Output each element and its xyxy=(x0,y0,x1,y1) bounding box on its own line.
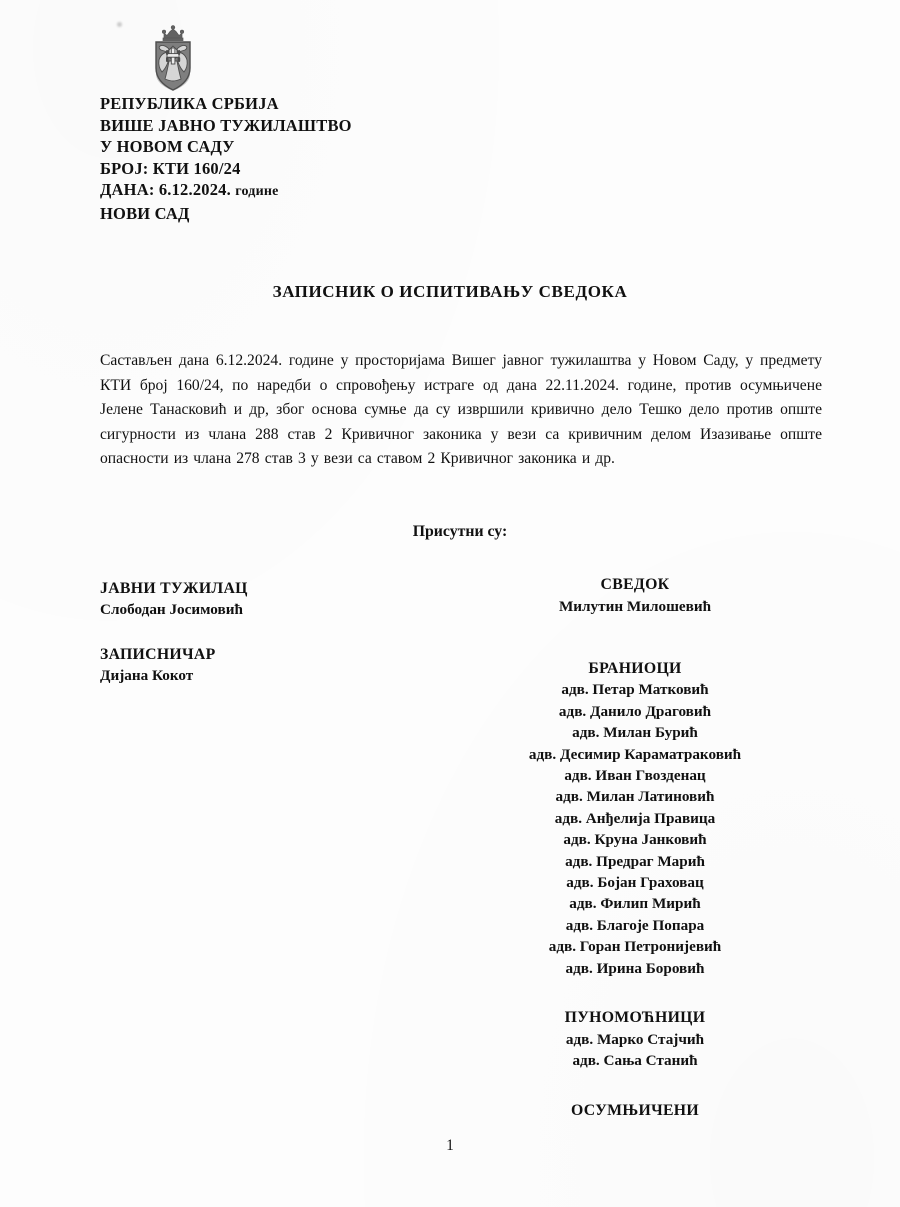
list-item: адв. Бојан Граховац xyxy=(566,874,704,892)
list-item: адв. Горан Петронијевић xyxy=(548,938,722,956)
role-label-proxies: ПУНОМОЋНИЦИ xyxy=(564,1009,706,1027)
attendee-group-defenders xyxy=(470,658,800,979)
role-label-prosecutor: ЈАВНИ ТУЖИЛАЦ xyxy=(100,580,248,597)
list-item: адв. Филип Мирић xyxy=(569,895,701,913)
person-name-witness: Милутин Милошевић xyxy=(558,597,712,615)
role-label-witness: СВЕДОК xyxy=(600,576,670,593)
document-header xyxy=(100,93,352,224)
attendee-group-accused xyxy=(470,1100,800,1122)
page-title: ЗАПИСНИК О ИСПИТИВАЊУ СВЕДОКА xyxy=(272,282,628,301)
list-item: адв. Милан Латиновић xyxy=(555,788,715,806)
list-item: адв. Марко Стајчић xyxy=(565,1030,705,1048)
person-name-recorder: Дијана Кокот xyxy=(100,667,194,684)
list-item: адв. Иван Гвозденац xyxy=(564,767,706,785)
header-date-value: ДАНА: 6.12.2024. xyxy=(100,180,231,199)
header-line-location: У НОВОМ САДУ xyxy=(100,137,235,156)
list-item: адв. Милан Бурић xyxy=(572,724,698,742)
person-name-prosecutor: Слободан Јосимовић xyxy=(100,601,243,618)
list-item: адв. Ирина Боровић xyxy=(565,959,705,977)
list-item: адв. Предраг Марић xyxy=(565,852,705,870)
attendee-group-proxies xyxy=(470,1007,800,1071)
list-item: адв. Анђелија Правица xyxy=(554,809,716,827)
list-item: адв. Благоје Попара xyxy=(565,916,705,934)
attendee-group-prosecutor xyxy=(100,578,430,620)
header-line-city: НОВИ САД xyxy=(100,203,190,223)
header-line-date xyxy=(100,179,352,203)
header-line-republic: РЕПУБЛИКА СРБИЈА xyxy=(100,94,279,113)
header-line-case-number: БРОЈ: КТИ 160/24 xyxy=(100,158,241,178)
scan-artifact-speck xyxy=(117,22,122,27)
body-paragraph: Састављен дана 6.12.2024. године у просторијама Вишег јавног тужилаштва у Новом Саду, у предмету КТИ број 160/24, по наредби о спровођењу истраге од дана 22.11.2024. године, против осумњичене Јелене Танасковић и др, због основа сумње да су извршили кривично дело Тешко дело против опште сигурности из члана 288 став 2 Кривичног законика у вези са кривичним делом Изазивање опште опасности из члана 278 став 3 у вези са ставом 2 Кривичног законика и др. xyxy=(100,352,822,468)
page-number: 1 xyxy=(446,1137,454,1154)
list-item: адв. Круна Јанковић xyxy=(563,831,707,849)
role-label-defenders: БРАНИОЦИ xyxy=(588,659,682,677)
attendee-group-witness xyxy=(470,574,800,617)
list-item: адв. Данило Драговић xyxy=(558,702,712,720)
attendees-left-column xyxy=(100,578,430,686)
list-item: адв. Сања Станић xyxy=(572,1052,698,1069)
present-heading: Присутни су: xyxy=(412,523,508,540)
header-date-suffix: године xyxy=(235,184,279,199)
header-line-office: ВИШЕ ЈАВНО ТУЖИЛАШТВО xyxy=(100,115,352,135)
attendee-group-recorder xyxy=(100,644,430,686)
role-label-accused: ОСУМЊИЧЕНИ xyxy=(570,1102,699,1120)
serbian-coat-of-arms-icon xyxy=(147,24,199,94)
attendees-right-column xyxy=(470,574,800,1122)
role-label-recorder: ЗАПИСНИЧАР xyxy=(100,646,216,663)
list-item: адв. Петар Матковић xyxy=(561,681,709,699)
list-item: адв. Десимир Караматраковић xyxy=(528,745,742,763)
